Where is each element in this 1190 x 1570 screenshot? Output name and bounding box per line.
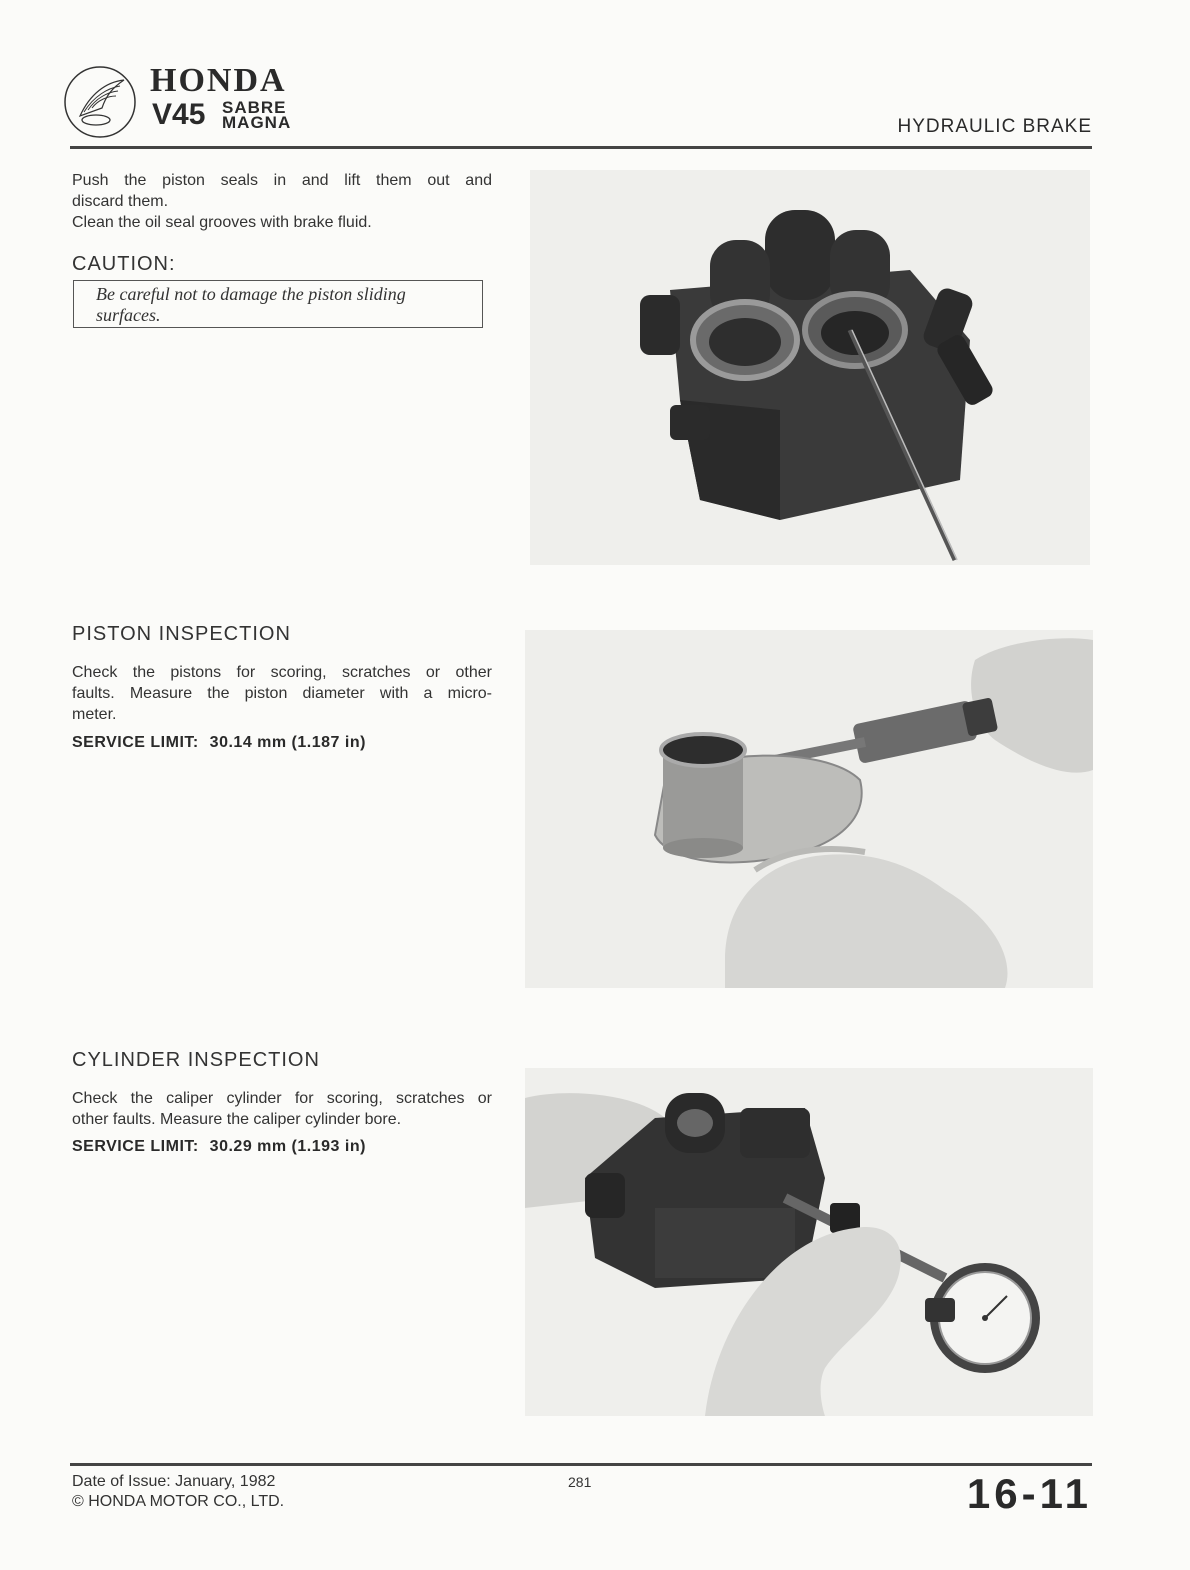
cylinder-inspection-text: [72, 1088, 492, 1130]
model-name: V45: [152, 98, 206, 131]
issue-date: Date of Issue: January, 1982: [72, 1473, 276, 1490]
caution-line-1: Be careful not to damage the piston sliding: [96, 284, 406, 304]
cylinder-line-2: other faults. Measure the caliper cylinder bore.: [72, 1111, 402, 1128]
intro-line-3: Clean the oil seal grooves with brake fluid.: [72, 214, 372, 231]
piston-line-3: meter.: [72, 706, 117, 723]
footer-info: [72, 1472, 284, 1512]
caution-box: [73, 280, 483, 328]
copyright: © HONDA MOTOR CO., LTD.: [72, 1493, 285, 1510]
header-divider: [70, 146, 1092, 149]
page-number: 281: [568, 1474, 592, 1490]
piston-line-1: Check the pistons for scoring, scratches or other: [72, 664, 492, 681]
piston-inspection-text: [72, 662, 492, 725]
piston-service-limit: [72, 734, 366, 752]
piston-limit-label: SERVICE LIMIT:: [72, 734, 199, 751]
cylinder-bore-gauge-photo: [525, 1068, 1093, 1416]
section-page-ref: 16-11: [966, 1470, 1092, 1517]
footer-divider: [70, 1463, 1092, 1466]
cylinder-line-1: Check the caliper cylinder for scoring, scratches or: [72, 1090, 492, 1107]
cylinder-service-limit: [72, 1138, 366, 1156]
piston-micrometer-photo: [525, 630, 1093, 988]
variant-line-2: MAGNA: [222, 113, 292, 132]
brand-name: HONDA: [150, 62, 287, 99]
piston-inspection-heading: PISTON INSPECTION: [72, 623, 291, 645]
intro-line-1: Push the piston seals in and lift them out and: [72, 172, 492, 189]
honda-wing-logo: [62, 64, 138, 140]
intro-text: [72, 170, 492, 233]
piston-line-2: faults. Measure the piston diameter with a micro-: [72, 685, 492, 702]
model-variant: [222, 100, 291, 130]
piston-limit-value: 30.14 mm (1.187 in): [209, 734, 366, 751]
cylinder-inspection-heading: CYLINDER INSPECTION: [72, 1049, 320, 1071]
intro-line-2: discard them.: [72, 193, 169, 210]
section-title: HYDRAULIC BRAKE: [897, 116, 1092, 137]
variant-line-1: SABRE: [222, 98, 287, 117]
caution-line-2: surfaces.: [96, 305, 161, 325]
cylinder-limit-value: 30.29 mm (1.193 in): [209, 1138, 366, 1155]
caliper-seal-removal-photo: [530, 170, 1090, 565]
cylinder-limit-label: SERVICE LIMIT:: [72, 1138, 199, 1155]
caution-heading: CAUTION:: [72, 253, 176, 275]
